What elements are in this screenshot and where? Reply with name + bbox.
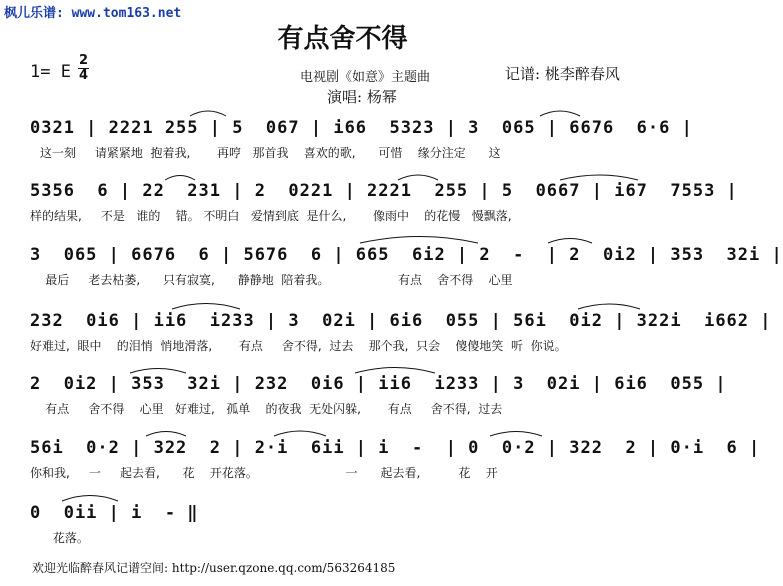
tie-arc: [146, 432, 186, 437]
tie-arc: [490, 432, 542, 437]
notes-row-2: 5356 6 | 22 231 | 2 0221 | 2221 255 | 5 0667 | i67 7553 |: [30, 181, 738, 201]
tie-arc: [165, 176, 195, 181]
notes-row-4: 232 0i6 | ii6 i233 | 3 02i | 6i6 055 | 56i 0i2 | 322i i662 |: [30, 311, 772, 331]
lyrics-row-7: 花落。: [30, 531, 89, 545]
singer-credit: 演唱: 杨幂: [327, 88, 397, 106]
tie-arc: [172, 304, 240, 310]
tie-arc: [398, 175, 438, 180]
tie-arc: [62, 496, 118, 502]
tie-arc: [540, 111, 580, 116]
lyrics-row-6: 你和我, 一 起去看, 花 开花落。 一 起去看, 花 开: [30, 466, 498, 480]
tie-arc: [355, 368, 435, 374]
notation-credit: 记谱: 桃李醉春风: [505, 65, 620, 83]
tie-arc: [560, 175, 638, 180]
tie-arc: [360, 237, 478, 244]
lyrics-row-5: 有点 舍不得 心里 好难过, 孤单 的夜我 无处闪躲, 有点 舍不得, 过去: [30, 402, 503, 416]
lyrics-row-3: 最后 老去枯萎, 只有寂寞, 静静地 陪着我。 有点 舍不得 心里: [30, 273, 513, 287]
tie-arc: [130, 369, 186, 374]
tie-arc: [578, 304, 640, 309]
tie-arc: [274, 431, 326, 436]
lyrics-row-2: 样的结果, 不是 谁的 错。 不明白 爱情到底 是什么, 像雨中 的花慢 慢飘落,: [30, 209, 512, 223]
tie-arc: [190, 111, 226, 116]
time-signature-top: 2: [78, 53, 89, 68]
site-banner[interactable]: 枫儿乐谱: www.tom163.net: [4, 6, 182, 21]
time-signature-bottom: 4: [78, 68, 89, 83]
subtitle: 电视剧《如意》主题曲: [300, 70, 431, 85]
tie-arc: [548, 239, 592, 244]
lyrics-row-1: 这一刻 请紧紧地 抱着我, 再哼 那首我 喜欢的歌, 可惜 缘分注定 这: [36, 146, 501, 160]
notes-row-1: 0321 | 2221 255 | 5 067 | i66 5323 | 3 065 | 6676 6·6 |: [30, 118, 693, 138]
notes-row-6: 56i 0·2 | 322 2 | 2·i 6ii | i - | 0 0·2 | 322 2 | 0·i 6 |: [30, 438, 761, 458]
key-signature: 1= E: [30, 62, 71, 82]
notes-row-5: 2 0i2 | 353 32i | 232 0i6 | ii6 i233 | 3 02i | 6i6 055 |: [30, 374, 727, 394]
song-title: 有点舍不得: [277, 24, 408, 54]
notes-row-3: 3 065 | 6676 6 | 5676 6 | 665 6i2 | 2 - | 2 0i2 | 353 32i |: [30, 245, 783, 265]
lyrics-row-4: 好难过, 眼中 的泪悄 悄地滑落, 有点 舍不得, 过去 那个我, 只会 傻傻地笑 听 你说。: [30, 339, 567, 353]
notes-row-7: 0 0ii | i - ‖: [30, 503, 199, 523]
footer-link[interactable]: 欢迎光临醉春风记谱空间: http://user.qzone.qq.com/563264185: [32, 561, 396, 575]
